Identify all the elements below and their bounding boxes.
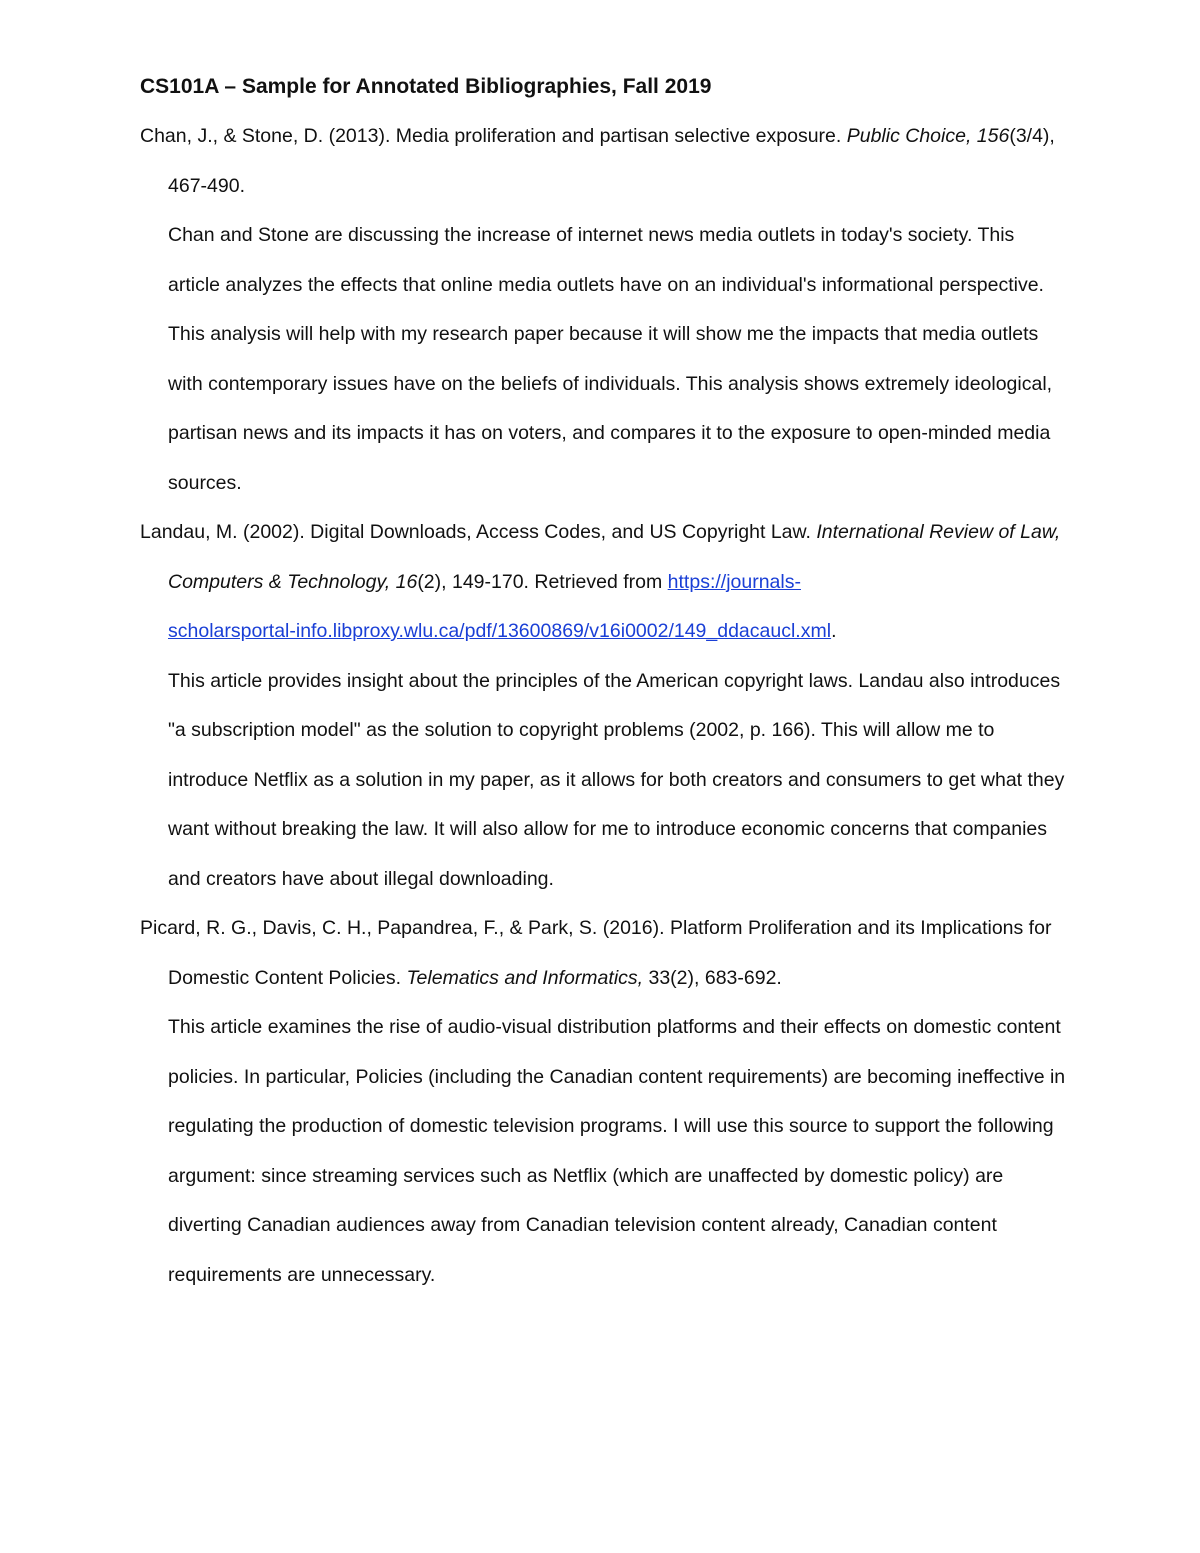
citation xyxy=(140,508,1070,657)
annotation-text: Chan and Stone are discussing the increase of internet news media outlets in today's society. This article analyzes the effects that online media outlets have on an individual's informational perspective. This analysis will help with my research paper because it will show me the impacts that media outlets with contemporary issues have on the beliefs of individuals. This analysis shows extremely ideological, partisan news and its impacts it has on voters, and compares it to the exposure to open-minded media sources. xyxy=(168,224,1053,494)
annotation-text: This article examines the rise of audio-visual distribution platforms and their effects on domestic content policies. In particular, Policies (including the Canadian content requirements) are becoming ineffective in regulating the production of domestic television programs. I will use this source to support the following argument: since streaming services such as Netflix (which are unaffected by domestic policy) are diverting Canadian audiences away from Canadian television content already, Canadian content requirements are unnecessary. xyxy=(168,1016,1066,1286)
citation-details: (3/4), 467-490. xyxy=(168,125,1055,197)
citation-text: Chan, J., & Stone, D. (2013). Media proliferation and partisan selective exposure. xyxy=(140,125,847,147)
citation-source: International Review of Law, Computers & Technology, 16 xyxy=(168,521,1061,593)
bibliography-entry-chan xyxy=(140,112,1070,508)
annotation-text: This article provides insight about the principles of the American copyright laws. Landau also introduces "a subscription model" as the solution to copyright problems (2002, p. 166). This will allow me to introduce Netflix as a solution in my paper, as it allows for both creators and consumers to get what they want without breaking the law. It will also allow for me to introduce economic concerns that companies and creators have about illegal downloading. xyxy=(168,669,1065,890)
citation-end: . xyxy=(831,620,837,642)
citation-details: 33(2), 683-692. xyxy=(643,966,782,989)
bibliography-entry-landau xyxy=(140,508,1070,904)
citation-text: Picard, R. G., Davis, C. H., Papandrea, F., & Park, S. (2016). Platform Proliferation and its Implications for Domestic Content Policies. xyxy=(140,917,1052,989)
citation-text: Landau, M. (2002). Digital Downloads, Access Codes, and US Copyright Law. xyxy=(140,521,817,543)
bibliography-entry-picard xyxy=(140,904,1070,1300)
document-title: CS101A – Sample for Annotated Bibliographies, Fall 2019 xyxy=(140,75,712,98)
citation-source: Public Choice, 156 xyxy=(846,125,1010,147)
citation-source: Telematics and Informatics, xyxy=(406,966,644,989)
citation xyxy=(140,112,1070,211)
url-part-2: scholarsportal-info.libproxy.wlu.ca/pdf/13600869/v16i0002/149_ddacaucl.xml xyxy=(168,620,832,642)
citation-details: (2), 149-170. Retrieved from xyxy=(417,570,668,593)
document-page xyxy=(140,62,1070,1300)
citation xyxy=(140,904,1070,1003)
url-part-1: https://journals- xyxy=(667,570,801,593)
